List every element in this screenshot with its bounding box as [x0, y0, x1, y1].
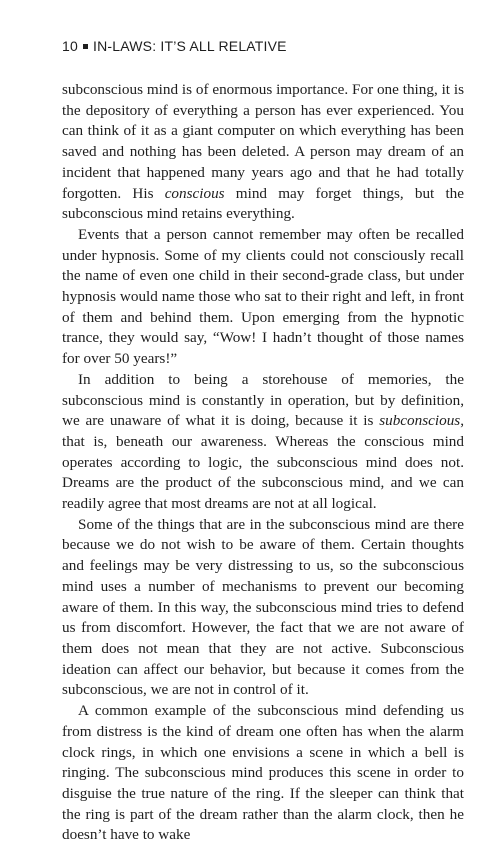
running-head-title: IN-LAWS: IT’S ALL RELATIVE: [92, 38, 287, 54]
text-segment: In addition to being a storehouse of memories, the subconscious mind is constantly in operation, but by definition, we are unaware of what it is doing, because it is: [62, 370, 464, 430]
paragraph: [62, 701, 464, 846]
running-head: [62, 39, 287, 53]
paragraph: [62, 80, 464, 225]
italic-text: subconscious: [379, 412, 461, 430]
text-segment: A common example of the subconscious mind defending us from distress is the kind of dream one often has when the alarm clock rings, in which one envisions a scene in which a bell is ringing. The subconscious mind produces this scene in order to disguise the true nature of the ring. If the sleeper can think that the ring is part of the dream rather than the alarm clock, then he doesn’t have to wake: [62, 702, 464, 844]
text-segment: Events that a person cannot remember may often be recalled under hypnosis. Some of my clients could not consciously recall the name of even one child in their second-grade class, but under hypnosis would name those who sat to their right and left, in front of them and behind them. Upon emerging from the hypnotic trance, they would say, “Wow! I hadn’t thought of those names for over 50 years!”: [62, 225, 464, 368]
text-segment: , that is, beneath our awareness. Whereas the conscious mind operates according to logic, the subconscious mind does not. Dreams are the product of the subconscious mind, and we can readily agree that most dreams are not at all logical.: [62, 412, 464, 513]
body-text: [62, 80, 464, 846]
text-segment: mind may forget things, but the subconscious mind retains everything.: [62, 184, 464, 223]
paragraph: [62, 225, 464, 370]
paragraph: [62, 370, 464, 515]
text-segment: subconscious mind is of enormous importance. For one thing, it is the depository of everything a person has ever experienced. You can think of it as a giant computer on which everything has been saved and nothing has been deleted. A person may dream of an incident that happened many years ago and that he had totally forgotten. His: [62, 81, 464, 202]
text-segment: Some of the things that are in the subconscious mind are there because we do not wish to be aware of them. Certain thoughts and feelings may be very distressing to us, so the subconscious mind uses a number of mechanisms to prevent our becoming aware of them. In this way, the subconscious mind tries to defend us from discomfort. However, the fact that we are not aware of them does not mean that they are not active. Subconscious ideation can affect our behavior, but because it comes from the subconscious, we are not in control of it.: [62, 515, 464, 699]
page-number: 10: [62, 38, 78, 54]
separator-square-icon: [83, 44, 88, 49]
paragraph: [62, 515, 464, 701]
italic-text: conscious: [164, 184, 225, 202]
